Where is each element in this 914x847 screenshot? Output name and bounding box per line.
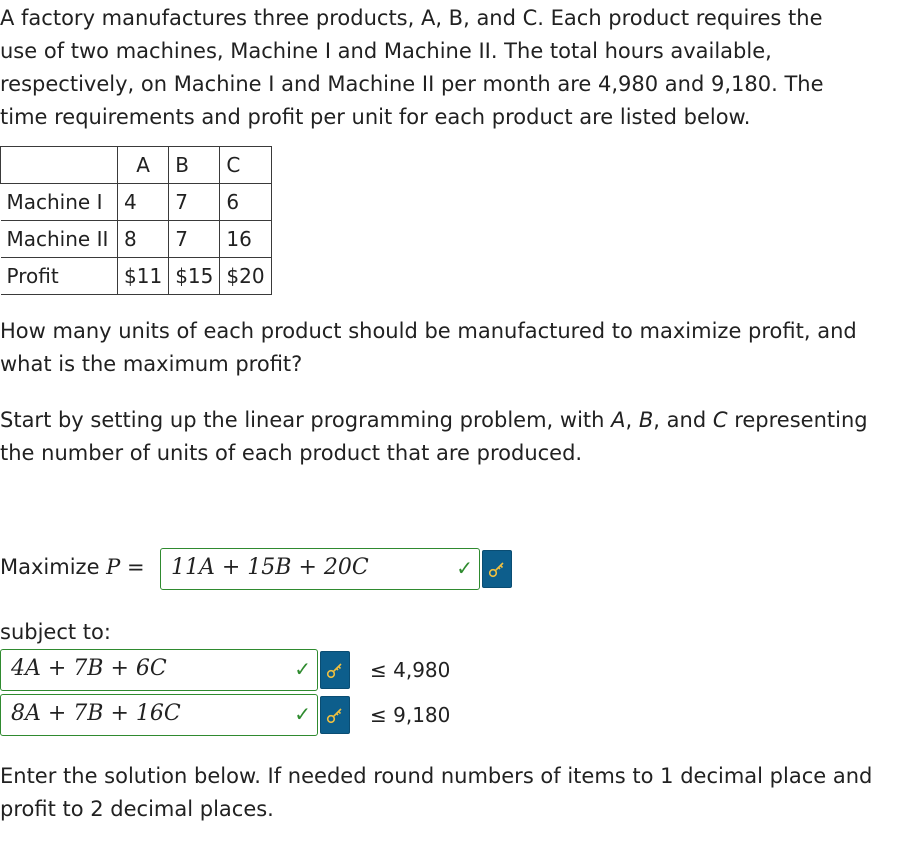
intro-paragraph: A factory manufactures three products, A, B, and C. Each product requires the use of two machines, Machine I and Machine II. The total hours available, respectively, on Machine I and Machine II per month are 4,980 and 9,180. The time requirements and profit per unit for each product are listed below. <box>0 6 824 129</box>
check-icon: ✓ <box>294 657 311 681</box>
table-cell: $15 <box>169 258 220 295</box>
table-header-cell: C <box>220 147 271 184</box>
table-cell: $11 <box>118 258 169 295</box>
setup-text: Start by setting up the linear programming problem, with <box>0 408 612 432</box>
table-cell: 7 <box>169 184 220 221</box>
table-cell: 7 <box>169 221 220 258</box>
objective-key-button[interactable] <box>482 550 512 588</box>
key-icon <box>326 707 344 725</box>
table-cell: 16 <box>220 221 271 258</box>
setup-var-c: C <box>712 408 728 432</box>
objective-variable: P <box>106 555 121 579</box>
row-label: Machine II <box>1 221 118 258</box>
table-row <box>1 184 272 221</box>
constraint-expression: 4A + 7B + 6C <box>11 656 167 681</box>
maximize-label: Maximize <box>0 555 100 579</box>
check-icon: ✓ <box>294 702 311 726</box>
constraint-1-rhs: ≤ 4,980 <box>370 658 451 682</box>
constraint-2-input[interactable] <box>0 694 318 736</box>
subject-to-label: subject to: <box>0 620 111 644</box>
setup-text: representing the number of units of each product that are produced. <box>0 408 868 465</box>
constraint-1-input[interactable] <box>0 649 318 691</box>
check-icon: ✓ <box>456 556 473 580</box>
constraint-1-key-button[interactable] <box>320 651 350 689</box>
constraint-expression: 8A + 7B + 16C <box>11 701 181 726</box>
table-header-row <box>1 147 272 184</box>
row-label: Profit <box>1 258 118 295</box>
table-cell: 8 <box>118 221 169 258</box>
objective-input[interactable] <box>160 548 480 590</box>
table-row <box>1 221 272 258</box>
table-corner-cell <box>1 147 118 184</box>
constraint-2-rhs: ≤ 9,180 <box>370 703 451 727</box>
setup-var-b: B <box>638 408 654 432</box>
table-cell: 4 <box>118 184 169 221</box>
row-label: Machine I <box>1 184 118 221</box>
constraint-2-key-button[interactable] <box>320 696 350 734</box>
equals-sign: = <box>127 555 145 579</box>
objective-expression: 11A + 15B + 20C <box>171 555 369 580</box>
requirements-table <box>0 146 272 295</box>
setup-paragraph <box>0 404 880 470</box>
objective-label <box>0 551 145 584</box>
table-cell: 6 <box>220 184 271 221</box>
setup-var-a: A <box>611 408 626 432</box>
setup-text: , and <box>653 408 713 432</box>
table-header-cell: B <box>169 147 220 184</box>
key-icon <box>326 662 344 680</box>
enter-solution-paragraph: Enter the solution below. If needed round numbers of items to 1 decimal place and profit to 2 decimal places. <box>0 764 873 821</box>
question-paragraph: How many units of each product should be manufactured to maximize profit, and what is the maximum profit? <box>0 319 857 376</box>
table-cell: $20 <box>220 258 271 295</box>
table-header-cell: A <box>118 147 169 184</box>
key-icon <box>488 561 506 579</box>
setup-text: , <box>625 408 639 432</box>
table-row <box>1 258 272 295</box>
